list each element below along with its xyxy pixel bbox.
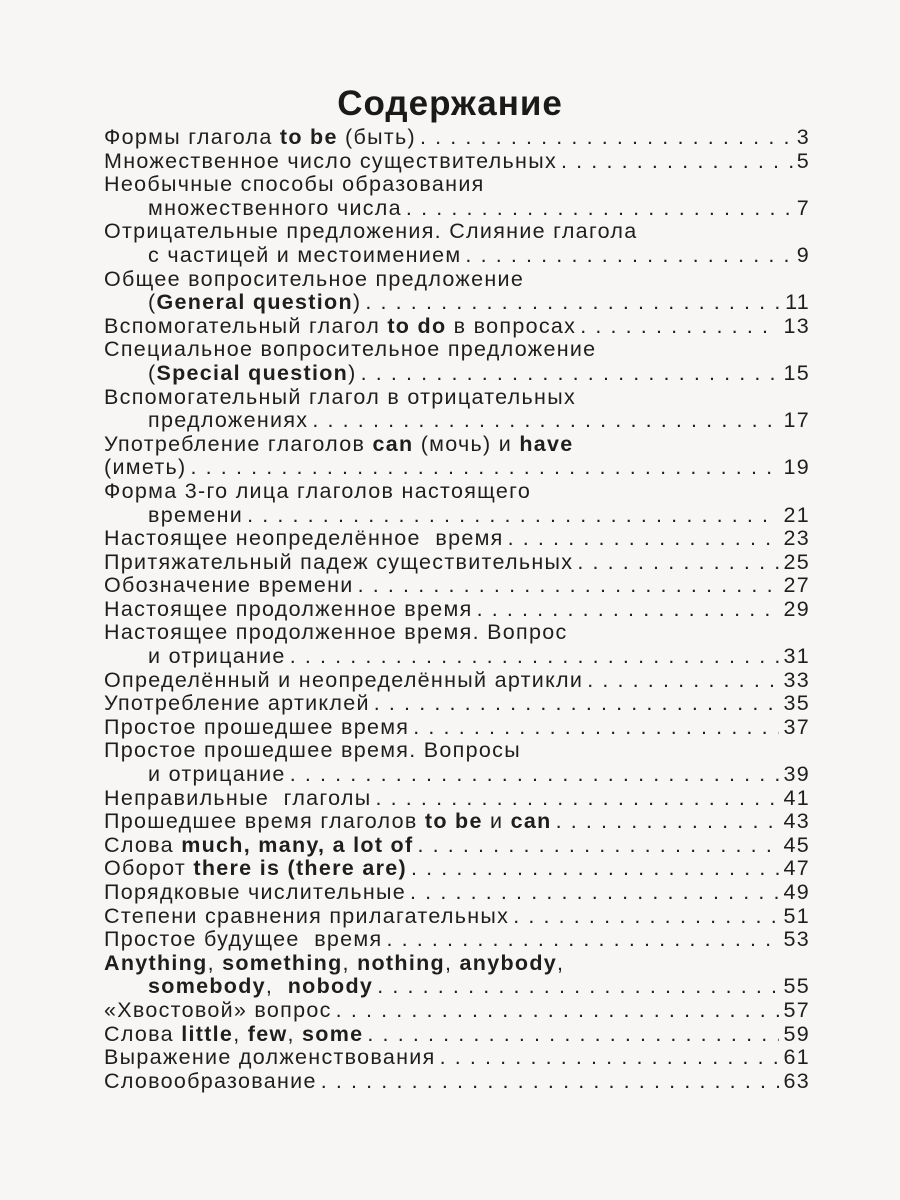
bold-term: Special question (156, 361, 349, 385)
title-text: и отрицание (148, 763, 286, 787)
toc-line (104, 881, 810, 905)
toc-entry-title (104, 173, 485, 197)
bold-term: nobody (287, 975, 374, 999)
toc-line (104, 338, 810, 362)
toc-line (104, 739, 810, 763)
toc-entry (104, 810, 810, 834)
toc-line (104, 834, 810, 858)
title-text: множественного числа (148, 196, 402, 220)
title-text: , (265, 975, 288, 999)
title-text: Простое прошедшее время (104, 715, 410, 739)
page-number: 23 (783, 527, 810, 551)
toc-entry (104, 433, 810, 480)
dot-leader (477, 598, 780, 622)
toc-line (104, 197, 810, 221)
title-text: Неправильные глаголы (104, 786, 372, 810)
toc-entry-title (104, 810, 552, 834)
title-text: Порядковые числительные (104, 881, 407, 904)
toc-entry (104, 386, 810, 433)
dot-leader (465, 244, 792, 268)
toc-line (104, 787, 810, 811)
title-text: времени (148, 503, 244, 527)
dot-leader (561, 150, 793, 174)
toc-entry-title (104, 999, 332, 1023)
toc-entry (104, 338, 810, 385)
toc-line (104, 268, 810, 292)
toc-entry (104, 952, 810, 999)
dot-leader (417, 834, 779, 858)
bold-term: much, many, a lot of (181, 833, 414, 857)
toc-entry-title (104, 551, 573, 575)
table-of-contents (104, 126, 810, 1093)
toc-entry (104, 716, 810, 740)
title-text: в вопросах (446, 314, 577, 338)
title-text: Выражение долженствования (104, 1046, 436, 1070)
page-number: 3 (796, 126, 810, 149)
title-text: ) (352, 291, 362, 315)
toc-entry (104, 173, 810, 220)
bold-term: somebody (148, 975, 266, 999)
toc-entry-title (104, 150, 557, 174)
bold-term: few (247, 1022, 288, 1046)
toc-entry-title (104, 787, 371, 811)
toc-entry-title (148, 362, 357, 386)
dot-leader (556, 810, 780, 834)
title-text: (иметь) (104, 456, 187, 480)
title-text: ( (148, 361, 157, 385)
page-number: 27 (783, 574, 810, 598)
toc-entry-title (104, 598, 473, 622)
page-number: 17 (783, 409, 810, 433)
bold-term: can (510, 810, 552, 834)
toc-entry-title (104, 952, 564, 976)
toc-entry-title (104, 928, 382, 952)
title-text: предложениях (148, 409, 309, 433)
toc-line (104, 456, 810, 480)
toc-entry-title (148, 244, 461, 268)
toc-line (104, 810, 810, 834)
title-text: , (342, 951, 358, 975)
toc-entry (104, 669, 810, 693)
toc-entry (104, 1070, 810, 1094)
toc-line (104, 220, 810, 244)
toc-entry-title (104, 692, 370, 716)
title-text: Настоящее неопределённое время (104, 527, 504, 551)
page-number: 35 (783, 692, 810, 716)
title-text: Настоящее продолженное время (104, 597, 473, 621)
toc-entry-title (104, 1070, 317, 1094)
dot-leader (440, 1046, 780, 1070)
dot-leader (365, 291, 781, 315)
page-number: 57 (783, 998, 810, 1022)
dot-leader (358, 574, 780, 598)
toc-line (104, 291, 810, 315)
page-number: 15 (783, 361, 810, 385)
bold-term: to be (279, 126, 338, 149)
toc-entry-title (104, 905, 509, 929)
toc-line (104, 527, 810, 551)
title-text: , (287, 1022, 303, 1046)
title-text: Необычные способы образования (104, 173, 485, 197)
title-text: , (233, 1022, 248, 1046)
toc-entry (104, 268, 810, 315)
title-text: и (482, 810, 511, 834)
toc-entry-title (148, 645, 286, 669)
toc-entry-title (104, 739, 521, 763)
toc-entry-title (104, 338, 596, 362)
page-title: Содержание (337, 84, 563, 123)
toc-entry (104, 1046, 810, 1070)
toc-line (104, 173, 810, 197)
toc-entry-title (104, 220, 638, 244)
toc-entry (104, 928, 810, 952)
title-text: Словообразование (104, 1069, 317, 1093)
dot-leader (508, 527, 780, 551)
toc-entry-title (148, 504, 243, 528)
toc-entry (104, 220, 810, 267)
toc-entry (104, 126, 810, 150)
dot-leader (375, 787, 779, 811)
title-text: Обозначение времени (104, 574, 354, 598)
toc-line (104, 244, 810, 268)
title-text: , (557, 951, 565, 975)
page-number: 41 (783, 786, 810, 810)
dot-leader (312, 409, 779, 433)
title-text: , (207, 951, 223, 975)
toc-line (104, 669, 810, 693)
toc-entry-title (104, 669, 583, 693)
page-number: 11 (785, 291, 810, 315)
toc-entry-title (104, 716, 409, 740)
title-text: Отрицательные предложения. Слияние глагола (104, 220, 638, 244)
page-number: 61 (783, 1046, 810, 1070)
toc-entry-title (104, 857, 407, 881)
toc-entry (104, 480, 810, 527)
dot-leader (587, 669, 779, 693)
toc-entry-title (104, 881, 406, 905)
bold-term: nothing (357, 951, 445, 975)
toc-entry (104, 315, 810, 339)
toc-entry-title (104, 621, 568, 645)
toc-entry (104, 881, 810, 905)
toc-line (104, 645, 810, 669)
page-number: 53 (783, 928, 810, 952)
dot-leader (367, 1023, 779, 1047)
toc-line (104, 480, 810, 504)
page-number: 21 (783, 503, 810, 527)
toc-entry (104, 692, 810, 716)
page-number: 55 (783, 975, 810, 999)
title-text: Форма 3-го лица глаголов настоящего (104, 479, 532, 503)
toc-line (104, 433, 810, 457)
toc-entry-title (104, 527, 504, 551)
toc-line (104, 621, 810, 645)
page-number: 45 (783, 833, 810, 857)
dot-leader (580, 315, 779, 339)
toc-entry (104, 1023, 810, 1047)
title-text: Употребление глаголов (104, 432, 373, 456)
title-text: (мочь) и (413, 432, 520, 456)
page-number: 43 (783, 810, 810, 834)
dot-leader (406, 197, 793, 221)
toc-line (104, 386, 810, 410)
toc-entry (104, 787, 810, 811)
dot-leader (411, 857, 780, 881)
dot-leader (336, 999, 780, 1023)
title-text: Простое будущее время (104, 928, 383, 952)
dot-leader (290, 763, 780, 787)
dot-leader (420, 126, 793, 150)
page-number: 49 (783, 881, 810, 904)
bold-term: General question (156, 291, 353, 315)
toc-line (104, 905, 810, 929)
toc-entry (104, 621, 810, 668)
toc-line (104, 857, 810, 881)
page-number: 29 (783, 597, 810, 621)
title-text: и отрицание (148, 645, 286, 669)
title-text: , (444, 951, 460, 975)
dot-leader (290, 645, 780, 669)
toc-entry-title (104, 574, 354, 598)
title-text: Употребление артиклей (104, 692, 370, 716)
page-number: 39 (783, 763, 810, 787)
toc-line (104, 574, 810, 598)
toc-entry (104, 551, 810, 575)
toc-line (104, 598, 810, 622)
title-text: Степени сравнения прилагательных (104, 904, 510, 928)
page-number: 59 (783, 1022, 810, 1046)
toc-line (104, 928, 810, 952)
toc-line (104, 551, 810, 575)
toc-entry (104, 527, 810, 551)
title-text: Вспомогательный глагол (104, 314, 388, 338)
toc-entry (104, 834, 810, 858)
title-text: Формы глагола (104, 126, 280, 149)
page-number: 63 (783, 1069, 810, 1093)
page-number: 47 (783, 857, 810, 881)
page-number: 25 (783, 550, 810, 574)
toc-line (104, 315, 810, 339)
toc-entry-title (104, 834, 413, 858)
title-text: Оборот (104, 857, 194, 881)
toc-entry-title (104, 456, 187, 480)
toc-entry (104, 905, 810, 929)
title-text: Общее вопросительное предложение (104, 267, 525, 291)
toc-line (104, 409, 810, 433)
toc-line (104, 362, 810, 386)
page-number: 51 (783, 904, 810, 928)
dot-leader (513, 905, 779, 929)
toc-entry-title (148, 197, 402, 221)
toc-entry (104, 574, 810, 598)
page-number: 9 (796, 243, 810, 267)
dot-leader (413, 716, 779, 740)
dot-leader (191, 456, 780, 480)
bold-term: to do (387, 314, 447, 338)
bold-term: to be (424, 810, 483, 834)
page-number: 5 (796, 149, 810, 173)
page-number: 37 (783, 715, 810, 739)
toc-line (104, 952, 810, 976)
toc-line (104, 716, 810, 740)
title-text: ( (148, 291, 157, 315)
toc-entry-title (104, 433, 574, 457)
dot-leader (386, 928, 779, 952)
toc-entry (104, 739, 810, 786)
title-text: Множественное число существительных (104, 149, 557, 173)
page-number: 33 (783, 668, 810, 692)
title-text: Слова (104, 833, 182, 857)
toc-line (104, 763, 810, 787)
bold-term: something (222, 951, 343, 975)
title-text: Слова (104, 1022, 182, 1046)
toc-entry-title (104, 1046, 436, 1070)
toc-line (104, 150, 810, 174)
toc-entry (104, 857, 810, 881)
toc-line (104, 1046, 810, 1070)
bold-term: can (372, 432, 414, 456)
title-text: Определённый и неопределённый артикли (104, 668, 584, 692)
toc-line (104, 504, 810, 528)
bold-term: some (302, 1022, 364, 1046)
toc-entry-title (104, 126, 416, 150)
title-text: Простое прошедшее время. Вопросы (104, 739, 521, 763)
page-number: 31 (783, 645, 810, 669)
toc-entry (104, 150, 810, 174)
toc-entry-title (148, 409, 308, 433)
toc-line (104, 975, 810, 999)
title-text: (быть) (337, 126, 416, 149)
toc-line (104, 692, 810, 716)
toc-entry-title (104, 386, 576, 410)
toc-line (104, 999, 810, 1023)
title-text: Притяжательный падеж существительных (104, 550, 574, 574)
toc-entry (104, 598, 810, 622)
toc-line (104, 1070, 810, 1094)
toc-entry-title (104, 315, 576, 339)
toc-entry-title (148, 975, 373, 999)
toc-entry-title (148, 291, 361, 315)
bold-term: there is (there are) (193, 857, 407, 881)
toc-entry-title (104, 480, 531, 504)
dot-leader (321, 1070, 780, 1094)
dot-leader (377, 975, 779, 999)
title-text: «Хвостовой» вопрос (104, 998, 332, 1022)
bold-term: little (181, 1022, 234, 1046)
toc-line (104, 126, 810, 150)
toc-entry-title (104, 1023, 363, 1047)
page-number: 13 (783, 314, 810, 338)
title-text: ) (348, 361, 357, 385)
title-text: с частицей и местоимением (148, 243, 462, 267)
toc-entry (104, 999, 810, 1023)
bold-term: Anything (104, 951, 208, 975)
bold-term: anybody (459, 951, 558, 975)
toc-entry-title (104, 268, 524, 292)
title-text: Прошедшее время глаголов (104, 810, 425, 834)
dot-leader (361, 362, 780, 386)
bold-term: have (519, 432, 574, 456)
page-number: 19 (783, 456, 810, 480)
dot-leader (410, 881, 779, 905)
dot-leader (247, 504, 779, 528)
dot-leader (577, 551, 779, 575)
page-number: 7 (796, 196, 810, 220)
toc-line (104, 1023, 810, 1047)
title-text: Вспомогательный глагол в отрицательных (104, 385, 576, 409)
dot-leader (374, 692, 780, 716)
toc-entry-title (148, 763, 286, 787)
title-text: Настоящее продолженное время. Вопрос (104, 621, 568, 645)
title-text: Специальное вопросительное предложение (104, 338, 597, 362)
